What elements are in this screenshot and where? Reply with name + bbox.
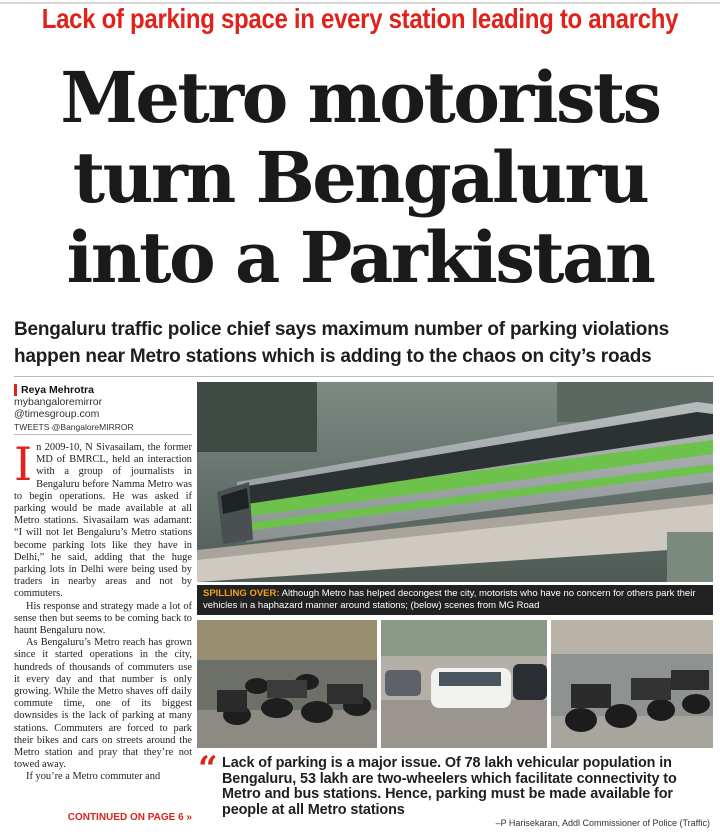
author-name: Reya Mehrotra [14,384,194,396]
article-paragraph-2: His response and strategy made a lot of sense then but seems to be coming back to haunt Bengaluru now. [14,600,192,637]
caption-text: Although Metro has helped decongest the city, motorists who have no concern for others park their vehicles in a haphazard manner around stations; (below) scenes from MG Road [203,588,696,611]
deck-rule [14,376,714,377]
deck-line-1: Bengaluru traffic police chief says maximum number of parking violations [14,319,669,340]
caption-label: SPILLING OVER: [203,588,280,599]
author-email-2: @timesgroup.com [14,408,100,420]
pull-quote [198,749,712,818]
pull-quote-text: Lack of parking is a major issue. Of 78 lakh vehicular population in Bengaluru, 53 lakh are two-wheelers which facilitate connectivity to Metro and bus stations. Hence, parking must be made available for people at all Metro stations [222,755,677,818]
twitter-handle: TWEETS @BangaloreMIRROR [14,422,134,432]
article-body [14,442,192,812]
photo-caption [197,585,713,615]
article-paragraph-1 [14,442,192,601]
quote-attribution: –P Harisekaran, Addl Commissioner of Police (Traffic) [495,818,710,828]
deck-line-2: happen near Metro stations which is adding to the chaos on city’s roads [14,346,652,367]
parked-cars-photo [381,620,547,748]
headline-line-1: Metro motorists [60,56,660,139]
drop-cap: I [14,442,33,491]
headline-line-2: turn Bengaluru [72,136,648,219]
article-paragraph-3: As Bengaluru’s Metro reach has grown since it started operations in the city, hundreds of thousands of commuters use it every day and that number is only growing. While the Metro shaves off daily commute time, one of its biggest downsides is the lack of parking at many stations. Commuters are forced to park their bikes and cars on streets around the Metro station and pray that they’re not towed away. [14,637,192,771]
article-paragraph-4: If you’re a Metro commuter and [26,771,161,783]
deck [14,316,714,370]
continued-link[interactable]: CONTINUED ON PAGE 6 » [67,812,192,823]
parked-bikes-photo-1 [197,620,377,748]
parked-bikes-photo-2 [551,620,713,748]
headline-line-3: into a Parkistan [66,216,654,299]
article-paragraph-1-text: n 2009-10, N Sivasailam, the former MD of BMRCL, held an interaction with a group of journalists in Bengaluru before Namma Metro was to begin operations. He was asked if parking would be made available at all Metro stations. Sivasailam was adamant: “I will not let Bengaluru’s Metro stations become parking lots like they have in Delhi,” he said, adding that the huge parking lots in Delhi were being used by traders in nearby areas and not by commuters. [14,442,192,600]
byline-rule [14,434,192,435]
headline [0,58,720,298]
kicker: Lack of parking space in every station leading to anarchy [41,3,679,35]
street-photos [197,620,713,748]
metro-train-photo [197,382,713,582]
byline [14,384,194,420]
quote-mark-icon: “ [198,749,218,789]
author-email-1: mybangaloremirror [14,396,103,408]
